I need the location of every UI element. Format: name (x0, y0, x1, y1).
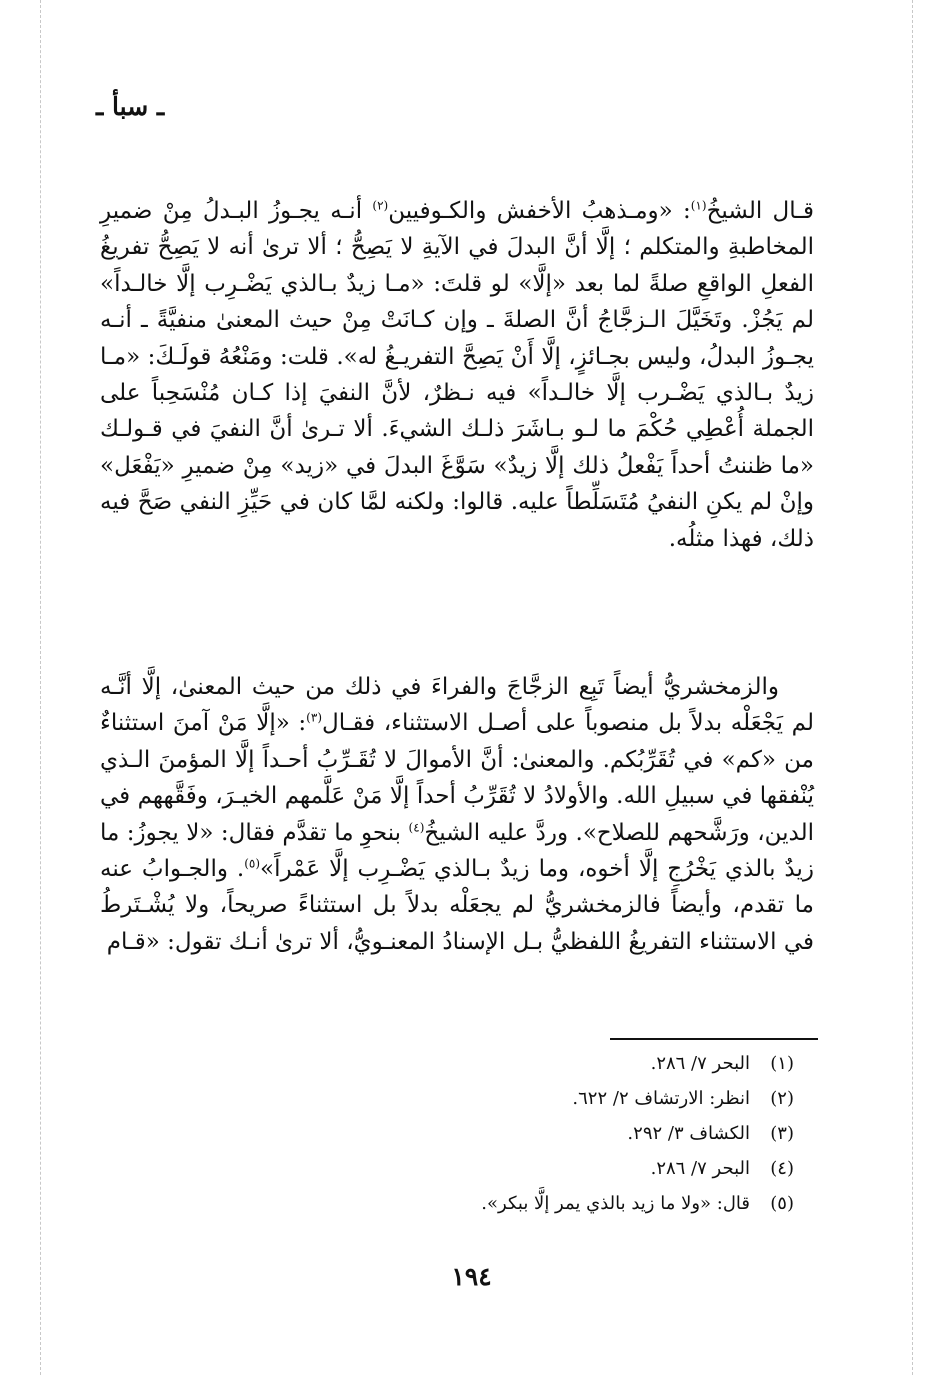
page-edge-dashed-line-left (40, 0, 41, 1375)
footnote-item (100, 1116, 794, 1151)
footnote-ref-marker: (٢) (372, 198, 389, 213)
footnote-number: (٣) (770, 1123, 794, 1144)
footnote-separator (610, 1038, 818, 1040)
paragraph-text: : «إلَّا مَنْ آمنَ استثناءٌ من «كم» في تُقَرِّبُكم. والمعنىٰ: أنَّ الأموالَ لا تُقَـرِّبُ أحـداً إلَّا المؤمنَ الـذي يُنْفقها في سبيلِ الله. والأولادُ لا تُقَرِّبُ أحداً إلَّا مَنْ عَلَّمهم الخيـرَ، وفَقَّههم في الدين، ورَشَّحهم للصلاح». وردَّ عليه الشيخُ (100, 710, 814, 846)
paragraph-1 (100, 193, 814, 557)
footnote-number: (١) (770, 1053, 794, 1074)
page-number: ١٩٤ (451, 1262, 492, 1291)
footnote-text: انظر: الارتشاف ٢/ ٦٢٢. (572, 1088, 750, 1109)
footnote-number: (٢) (770, 1088, 794, 1109)
paragraph-text: . والجـوابُ عنه ما تقدم، وأيضاً فالزمخشريُّ لم يجعَلْه بدلاً بل استثناءً صريحاً، ولا يُشْـتَرطُ في الاستثناء التفريغُ اللفظيُّ بـل الإسنادُ المعنـويُّ، ألا ترىٰ أنـك تقول: «قـام (100, 856, 814, 955)
paragraph-text: أنـه يجـوزُ البـدلُ مِنْ ضميرِ المخاطبةِ والمتكلم ؛ إلَّا أنَّ البدلَ في الآيةِ لا يَصِحُّ ؛ ألا ترىٰ أنه لا يَصِحُّ تفريغُ الفعلِ الواقعِ صلةً لما بعد «إلَّا» لو قلتَ: «مـا زيدٌ بـالذي يَضْـرِب إلَّا خالـداً» لم يَجُزْ. وتَخَيَّلَ الـزجَّاجُ أنَّ الصلةَ ـ وإن كـانَتْ مِنْ حيث المعنىٰ منفيَّةً ـ أنـه يجـوزُ البدلُ، وليس بجـائزٍ، إلَّا أَنْ يَصِحَّ التفريـغُ له». قلت: ومَنْعُهُ قولَـكَ: «مـا زيدٌ بـالذي يَضْـرب إلَّا خالـداً» فيه نـظرٌ، لأنَّ النفيَ إذا كـان مُنْسَحِباً على الجملة أُعْطِي حُكْمَ ما لـو بـاشَرَ ذلـك الشيءَ. ألا تـرىٰ أنَّ النفيَ في قـولـك «ما ظننتُ أحداً يَفْعلُ ذلك إلَّا زيدٌ» سَوَّغَ البدلَ في «زيد» مِنْ ضميرِ «يَفْعَل» وإنْ لم يكنِ النفيُ مُتَسَلِّطاً عليه. قالوا: ولكنه لمَّا كان في حَيِّزِ النفي صَحَّ فيه ذلك، فهذا مثلُه. (100, 198, 814, 552)
paragraph-2 (100, 669, 814, 960)
footnotes-list (100, 1046, 794, 1221)
footnote-number: (٤) (770, 1158, 794, 1179)
paragraph-text: قـال الشيخُ (706, 198, 814, 224)
footnote-item (100, 1151, 794, 1186)
paragraph-text: والزمخشريُّ أيضاً تَبِع الزجَّاجَ والفراءَ في ذلك من حيث المعنىٰ، إلَّا أنَّـه لم يَجْعَلْه بدلاً بل منصوباً على أصـل الاستثناء، فقـال (100, 674, 814, 737)
footnote-text: البحر ٧/ ٢٨٦. (650, 1053, 750, 1074)
footnote-item (100, 1081, 794, 1116)
footnote-number: (٥) (770, 1193, 794, 1214)
paragraph-text: بنحوِ ما تقدَّم فقال: «لا يجوزُ: ما زيدٌ بالذي يَخْرُجِ إلَّا أخوه، وما زيدٌ بـالذي يَضْـرِب إلَّا عَمْراً» (100, 819, 814, 883)
footnote-ref-marker: (٤) (408, 819, 425, 834)
footnote-ref-marker: (٥) (244, 856, 261, 871)
running-header: ـ سبأ ـ (96, 92, 165, 121)
footnote-ref-marker: (٣) (306, 710, 322, 725)
footnote-text: قال: «ولا ما زيد بالذي يمر إلَّا ببكر». (481, 1193, 750, 1214)
footnote-item (100, 1046, 794, 1081)
footnote-ref-marker: (١) (690, 198, 707, 213)
page-edge-dashed-line-right (912, 0, 913, 1375)
footnote-item (100, 1186, 794, 1221)
footnote-text: الكشاف ٣/ ٢٩٢. (627, 1123, 750, 1144)
paragraph-text: : «ومـذهبُ الأخفش والكـوفيين (388, 198, 691, 224)
footnote-text: البحر ٧/ ٢٨٦. (650, 1158, 750, 1179)
